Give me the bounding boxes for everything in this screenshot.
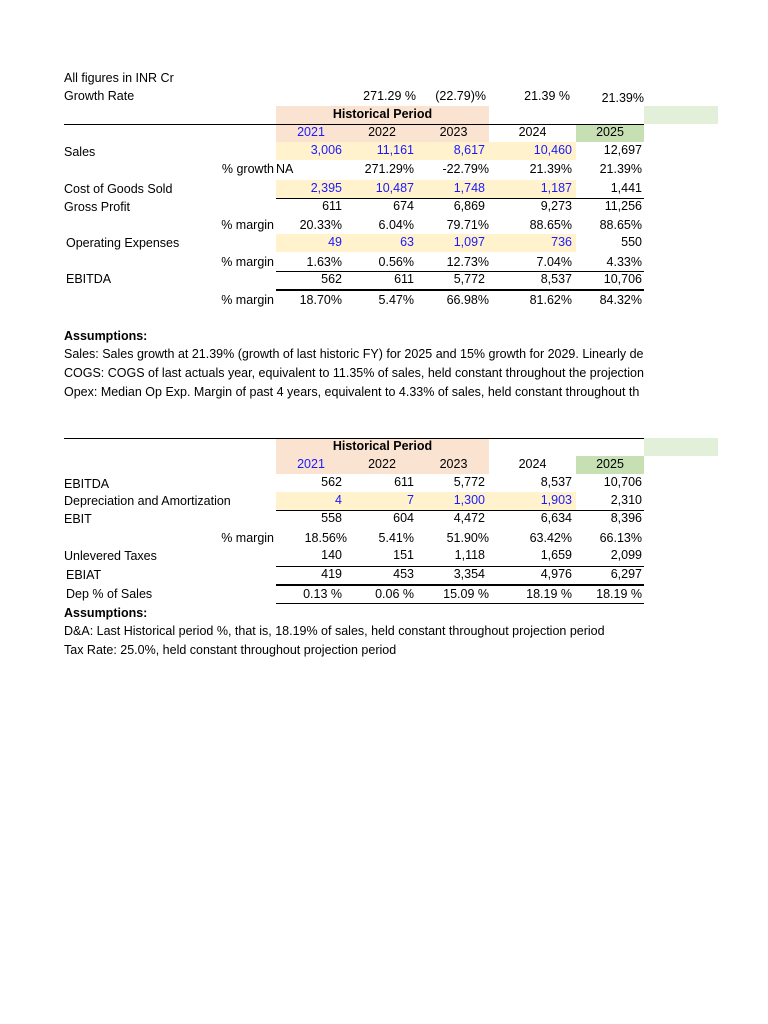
assumption-sales: Sales: Sales growth at 21.39% (growth of last historic FY) for 2025 and 15% growth for 2029. Linearly de xyxy=(64,347,644,361)
opex-margin-2025: 4.33% xyxy=(606,255,642,269)
cogs-2024: 1,187 xyxy=(540,181,572,195)
growth-rate-2024: 21.39 % xyxy=(524,89,570,103)
ebitda-margin-2022: 5.47% xyxy=(378,293,414,307)
ebiat-2025: 6,297 xyxy=(610,567,642,581)
ebitda-2024: 8,537 xyxy=(540,272,572,286)
ebitda-label: EBITDA xyxy=(66,272,112,286)
ebitda-margin-2024: 81.62% xyxy=(529,293,572,307)
da-2025: 2,310 xyxy=(610,493,642,507)
sales-2021: 3,006 xyxy=(310,143,342,157)
sales-growth-2022: 271.29% xyxy=(364,162,414,176)
projection-band-2 xyxy=(644,438,718,456)
t1-year-2022: 2022 xyxy=(368,125,396,139)
taxes-label: Unlevered Taxes xyxy=(64,549,157,563)
ebitda-margin-2025: 84.32% xyxy=(599,293,642,307)
ebitda-2023: 5,772 xyxy=(453,272,485,286)
cogs-2021: 2,395 xyxy=(310,181,342,195)
ebit-margin-label: % margin xyxy=(221,531,274,545)
t2-ebitda-2021: 562 xyxy=(321,475,342,489)
ebit-2023: 4,472 xyxy=(453,511,485,525)
taxes-2024: 1,659 xyxy=(540,548,572,562)
sales-2023: 8,617 xyxy=(453,143,485,157)
ebitda-margin-2021: 18.70% xyxy=(299,293,342,307)
ebit-margin-2024: 63.42% xyxy=(529,531,572,545)
t1-year-2024: 2024 xyxy=(518,125,547,139)
gp-margin-2024: 88.65% xyxy=(529,218,572,232)
taxes-2021: 140 xyxy=(321,548,342,562)
sales-2022: 11,161 xyxy=(376,143,414,157)
sales-growth-2023: -22.79% xyxy=(442,162,489,176)
opex-label: Operating Expenses xyxy=(66,236,180,250)
units-note: All figures in INR Cr xyxy=(64,71,174,85)
opex-margin-2021: 1.63% xyxy=(306,255,342,269)
ebiat-2021: 419 xyxy=(321,567,342,581)
gp-margin-2022: 6.04% xyxy=(378,218,414,232)
t2-year-2024: 2024 xyxy=(518,457,547,471)
table2-top-rule xyxy=(64,438,644,439)
cogs-2022: 10,487 xyxy=(375,181,414,195)
da-label: Depreciation and Amortization xyxy=(64,494,231,508)
gross-profit-label: Gross Profit xyxy=(64,200,130,214)
opex-2023: 1,097 xyxy=(453,235,485,249)
sales-label: Sales xyxy=(64,145,96,159)
dep-pct-2024: 18.19 % xyxy=(526,587,572,601)
sales-growth-2021: NA xyxy=(276,162,294,176)
opex-margin-2022: 0.56% xyxy=(378,255,414,269)
assumption-da: D&A: Last Historical period %, that is, 18.19% of sales, held constant throughout projection period xyxy=(64,624,605,638)
sales-2024: 10,460 xyxy=(533,143,572,157)
ebit-margin-2022: 5.41% xyxy=(378,531,414,545)
ebitda-2022: 611 xyxy=(394,272,414,286)
da-2021: 4 xyxy=(335,493,342,507)
cogs-2023: 1,748 xyxy=(453,181,485,195)
ebitda-2025: 10,706 xyxy=(603,272,642,286)
sales-growth-2025: 21.39% xyxy=(599,162,642,176)
growth-rate-2023: (22.79)% xyxy=(435,89,486,103)
t2-ebitda-2023: 5,772 xyxy=(453,475,485,489)
sales-growth-2024: 21.39% xyxy=(529,162,572,176)
t1-year-2023: 2023 xyxy=(439,125,468,139)
taxes-2022: 151 xyxy=(393,548,414,562)
opex-2024: 736 xyxy=(551,235,572,249)
t2-year-2023: 2023 xyxy=(439,457,468,471)
ebit-2024: 6,634 xyxy=(540,511,572,525)
ebiat-2022: 453 xyxy=(393,567,414,581)
taxes-2023: 1,118 xyxy=(454,548,485,562)
dep-pct-2023: 15.09 % xyxy=(443,587,489,601)
gp-2024: 9,273 xyxy=(540,199,572,213)
t2-ebitda-2022: 611 xyxy=(394,475,414,489)
gp-margin-label: % margin xyxy=(221,218,274,232)
gp-2025: 11,256 xyxy=(604,199,642,213)
growth-rate-2022: 271.29 % xyxy=(363,89,416,103)
historical-period-title-2: Historical Period xyxy=(332,439,433,453)
opex-2021: 49 xyxy=(328,235,342,249)
ebit-margin-2025: 66.13% xyxy=(599,531,642,545)
gp-margin-2023: 79.71% xyxy=(446,218,489,232)
ebit-label: EBIT xyxy=(64,512,92,526)
gp-margin-2021: 20.33% xyxy=(299,218,342,232)
assumption-cogs: COGS: COGS of last actuals year, equivalent to 11.35% of sales, held constant throughout the projection xyxy=(64,366,644,380)
ebit-2022: 604 xyxy=(393,511,414,525)
ebiat-2023: 3,354 xyxy=(453,567,485,581)
ebit-2025: 8,396 xyxy=(610,511,642,525)
growth-rate-label: Growth Rate xyxy=(64,89,135,103)
dep-pct-label: Dep % of Sales xyxy=(66,587,153,601)
ebit-margin-2023: 51.90% xyxy=(446,531,489,545)
dep-pct-2022: 0.06 % xyxy=(375,587,414,601)
assumptions-title-1: Assumptions: xyxy=(64,329,148,343)
t2-ebitda-2024: 8,537 xyxy=(540,475,572,489)
ebiat-label: EBIAT xyxy=(66,568,102,582)
sales-growth-label: % growth xyxy=(221,162,274,176)
t2-year-2025: 2025 xyxy=(596,457,624,471)
t2-year-2021: 2021 xyxy=(297,457,325,471)
cogs-2025: 1,441 xyxy=(610,181,642,195)
assumptions-block-2 xyxy=(64,605,704,660)
opex-margin-2024: 7.04% xyxy=(536,255,572,269)
sales-2025: 12,697 xyxy=(603,143,642,157)
assumption-tax: Tax Rate: 25.0%, held constant throughout projection period xyxy=(64,643,397,657)
taxes-2025: 2,099 xyxy=(610,548,642,562)
da-2022: 7 xyxy=(407,493,414,507)
ebiat-2024: 4,976 xyxy=(540,567,572,581)
da-2023: 1,300 xyxy=(453,493,485,507)
opex-2022: 63 xyxy=(400,235,414,249)
dep-pct-rule xyxy=(276,603,644,604)
cogs-label: Cost of Goods Sold xyxy=(64,182,173,196)
assumptions-title-2: Assumptions: xyxy=(64,606,148,620)
ebitda-margin-2023: 66.98% xyxy=(446,293,489,307)
t1-year-2025: 2025 xyxy=(596,125,624,139)
opex-2025: 550 xyxy=(621,235,642,249)
dep-pct-2025: 18.19 % xyxy=(596,587,642,601)
gp-2021: 611 xyxy=(322,199,342,213)
assumption-opex: Opex: Median Op Exp. Margin of past 4 years, equivalent to 4.33% of sales, held constant throughout th xyxy=(64,385,640,399)
t2-ebitda-2025: 10,706 xyxy=(603,475,642,489)
ebit-margin-2021: 18.56% xyxy=(304,531,347,545)
historical-period-title: Historical Period xyxy=(332,107,433,121)
t2-ebitda-label: EBITDA xyxy=(64,477,110,491)
assumptions-block-1 xyxy=(64,328,646,402)
gp-2022: 674 xyxy=(393,199,414,213)
t1-year-2021: 2021 xyxy=(297,125,325,139)
ebitda-2021: 562 xyxy=(321,272,342,286)
projection-band xyxy=(644,106,718,124)
t2-year-2022: 2022 xyxy=(368,457,396,471)
gp-margin-2025: 88.65% xyxy=(599,218,642,232)
ebitda-rule xyxy=(276,289,644,291)
growth-rate-2025: 21.39% xyxy=(601,91,644,105)
opex-margin-2023: 12.73% xyxy=(446,255,489,269)
da-2024: 1,903 xyxy=(540,493,572,507)
dep-pct-2021: 0.13 % xyxy=(303,587,342,601)
opex-margin-label: % margin xyxy=(221,255,274,269)
gp-2023: 6,869 xyxy=(453,199,485,213)
ebit-2021: 558 xyxy=(321,511,342,525)
ebitda-margin-label: % margin xyxy=(221,293,274,307)
